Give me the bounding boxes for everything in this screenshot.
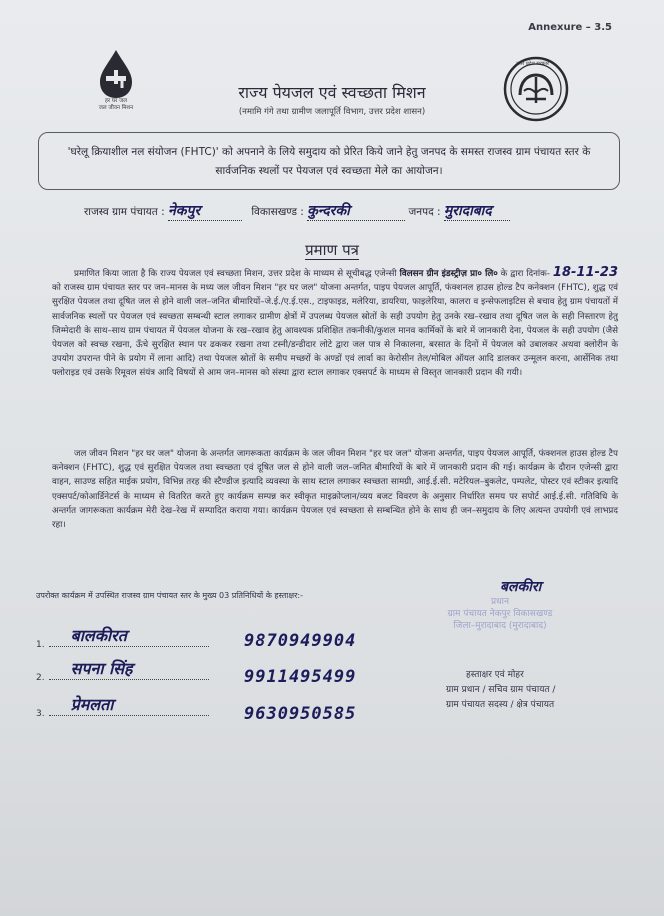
signatory-line-2: ग्राम पंचायत सदस्य / क्षेत्र पंचायत [446, 700, 555, 710]
attendee-phone: 9870949904 [244, 631, 357, 651]
gram-panchayat-value: नेकपुर [167, 203, 201, 219]
attendee-name: बालकीरत [70, 626, 127, 645]
agency-name: विलसन ग्रीन इंडस्ट्रीज़ प्रा० लि० [399, 269, 498, 279]
district-value: मुरादाबाद [443, 203, 492, 219]
mission-title: राज्य पेयजल एवं स्वच्छता मिशन [238, 83, 426, 102]
attendees-label: उपरोक्त कार्यक्रम में उपस्थित राजस्व ग्राम पंचायत स्तर के मुख्य 03 प्रतिनिधियों के हस्ताक्षर:- [36, 591, 303, 600]
event-date: 18-11-23 [552, 265, 618, 280]
district-field [444, 201, 510, 221]
pradhan-signature: बलकीरा [500, 579, 542, 595]
location-fields [84, 201, 510, 221]
official-stamp: प्रधान ग्राम पंचायत नेकपुर विकासखण्ड जिला–मुरादाबाद (मुरादाबाद) [447, 597, 553, 631]
attendee-signature-line [49, 695, 209, 716]
attendee-name: प्रेमलता [70, 695, 114, 714]
attendee-row: 2. सपना सिंह [36, 663, 209, 683]
signature-block [446, 668, 626, 713]
block-field [307, 201, 405, 221]
logo-text-2: जल जीवन मिशन [98, 104, 134, 111]
gram-panchayat-field [168, 201, 242, 221]
signatory-line-1: ग्राम प्रधान / सचिव ग्राम पंचायत / [446, 685, 556, 695]
block-value: कुन्दरकी [307, 203, 350, 219]
certificate-title: प्रमाण पत्र [305, 241, 359, 259]
attendee-signature-line [49, 626, 209, 647]
annexure-label: Annexure – 3.5 [528, 22, 612, 33]
attendee-phone: 9630950585 [244, 704, 357, 724]
attendee-signature-line [49, 659, 209, 680]
emblem-text: उत्तर प्रदेश सरकार [516, 61, 549, 67]
attendee-row: 3. प्रेमलता [36, 699, 209, 719]
certificate-paragraph-1: प्रमाणित किया जाता है कि राज्य पेयजल एवं स्वच्छता मिशन, उत्तर प्रदेश के माध्यम से सूचीबद्ध एजेन्सी विलसन ग्रीन इंडस्ट्रीज़ प्रा० लि० के द्वारा दिनांक- 18-11-23 को राजस्व ग्राम पंचायत स्तर पर जन–मानस के मध्य जल जीवन मिशन "हर घर जल" योजना अन्तर्गत, पाइप पेयजल आपूर्ति, फंक्शनल हाउस होल्ड टैप कनेक्शन (FHTC), शुद्ध एवं सुरक्षित पेयजल तथा दूषित जल से होने वाली जल–जनित बीमारियों–जे.ई./ए.ई.एस., टाइफाइड, मलेरिया, डायरिया, फाइलेरिया, कालरा व इन्सेफलाइटिस से बचाव हेतु ग्राम पंचायतों में सार्वजनिक स्थलों पर पेयजल एवं स्वच्छता सम्बन्धी स्टाल लगाकर ग्रामीण क्षेत्रों में उपलब्ध पेयजल स्रोतों के सही उपयोग हेतु उनके रख–रखाव तथा दूषित जल के सही निस्तारण हेतु जिम्मेदारी के साथ–साथ ग्राम पंचायत में पेयजल योजना के रख–रखाव हेतु आवश्यक प्रशिक्षित तकनीकी/कुशल मानव कार्मिकों के बारे में जानकारी देना, पेयजल के सही उपयोग (जैसे पेयजल को स्वच्छ रखना, ऊँचे सुरक्षित स्थान पर ढककर रखना तथा टस्नी/डन्डीदार लोटे द्वारा जल पात्र से निकालना, बरसात के दिनों में पेयजल को उबालकर अथवा क्लोरीन के उपयोग उपरान्त पीने के प्रयोग में लाना आदि) तथा पेयजल स्रोतों के समीप मच्छरों के अण्डों एवं लार्वा का केरोसीन तेल/मोबिल ऑयल आदि डालकर उन्मूलन करना, आर्सेनिक तथा फ्लोराइड एवं उसके रिमूवल संयंत्र आदि विषयों से आम जन–मानस को संस्था द्वारा स्टाल लगाकर एक्सपर्ट के माध्यम से विस्तृत जानकारी प्रदान की गयी। [52, 265, 618, 379]
signature-heading: हस्ताक्षर एवं मोहर [466, 670, 524, 680]
attendee-name: सपना सिंह [70, 659, 133, 678]
event-title-box: 'घरेलू क्रियाशील नल संयोजन (FHTC)' को अपनाने के लिये समुदाय को प्रेरित किये जाने हेतु जनपद के समस्त राजस्व ग्राम पंचायत स्तर के सार्वजनिक स्थलों पर पेयजल एवं स्वच्छता मेले का आयोजन। [38, 132, 620, 190]
attendee-phone: 9911495499 [244, 667, 357, 687]
block-label: विकासखण्ड : [251, 206, 304, 218]
gram-panchayat-label: राजस्व ग्राम पंचायत : [84, 206, 165, 218]
mission-subtitle: (नमामि गंगे तथा ग्रामीण जलापूर्ति विभाग, उत्तर प्रदेश शासन) [238, 107, 426, 117]
certificate-paragraph-2: जल जीवन मिशन "हर घर जल" योजना के अन्तर्गत जागरूकता कार्यक्रम के जल जीवन मिशन "हर घर जल" योजना अन्तर्गत, पाइप पेयजल आपूर्ति, फंक्शनल हाउस होल्ड टैप कनेक्शन (FHTC), शुद्ध एवं सुरक्षित पेयजल तथा स्वच्छता एवं दूषित जल से होने वाली जल–जनित बीमारियों के बारे में जानकारी प्रदान की गई। कार्यक्रम के दौरान एजेन्सी द्वारा वाहन, साउण्ड सहित माईक प्रयोग, विभिन्न तरह की स्टैण्डीज इत्यादि व्यवस्था के साथ स्टाल लगाकर स्वच्छता सामग्री, आई.ई.सी. मटेरियल–बुकलेट, पम्पलेट, पोस्टर एवं स्टीकर इत्यादि एक्सपर्ट/कोआर्डिनेटर्स के माध्यम से वितरित करते हुए कार्यक्रम सम्पन्न कर स्वीकृत माइक्रोप्लान/व्यय बजट विवरण के अनुसार निर्धारित समय पर सपोर्ट आई.ई.सी. गतिविधि के अन्तर्गत जागरूकता कार्यक्रम मेरी देख–रेख में सम्पादित कराया गया। कार्यक्रम पेयजल एवं स्वच्छता से सम्बन्धित होने के साथ ही जन–समुदाय के लिए अत्यन्त उपयोगी एवं लाभप्रद रहा। [52, 449, 618, 531]
district-label: जनपद : [408, 206, 441, 218]
logo-text-1: हर घर जल [105, 98, 127, 104]
attendee-row: 1. बालकीरत [36, 630, 209, 650]
